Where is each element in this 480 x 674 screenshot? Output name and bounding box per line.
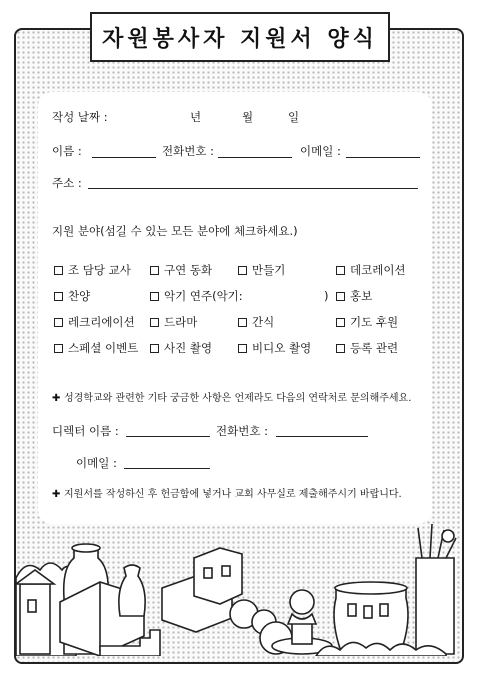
checkbox-promotion[interactable] bbox=[336, 292, 345, 301]
jar-rim-shape bbox=[72, 544, 100, 552]
director-email-field[interactable] bbox=[124, 468, 210, 469]
checkbox-registration[interactable] bbox=[336, 344, 345, 353]
option-label: 조 담당 교사 bbox=[68, 263, 131, 277]
email-field[interactable] bbox=[346, 157, 420, 158]
form-panel bbox=[38, 92, 432, 524]
option-label: 구연 동화 bbox=[164, 263, 213, 277]
house-shape bbox=[20, 584, 50, 654]
checkbox-recreation[interactable] bbox=[54, 318, 63, 327]
month-label: 월 bbox=[242, 110, 254, 124]
address-label: 주소 : bbox=[52, 176, 82, 190]
checkbox-video[interactable] bbox=[238, 344, 247, 353]
child-head-shape bbox=[290, 590, 314, 614]
window-shape bbox=[364, 606, 372, 618]
name-label: 이름 : bbox=[52, 144, 82, 158]
window-shape bbox=[204, 568, 212, 578]
checkbox-instrument[interactable] bbox=[150, 292, 159, 301]
option-label: 등록 관련 bbox=[350, 341, 399, 355]
director-phone-field[interactable] bbox=[276, 436, 368, 437]
window-shape bbox=[28, 600, 36, 612]
option-label: 간식 bbox=[252, 315, 275, 329]
phone-field[interactable] bbox=[218, 157, 292, 158]
option-label: 사진 촬영 bbox=[164, 341, 213, 355]
window-shape bbox=[348, 604, 356, 616]
checkbox-storytelling[interactable] bbox=[150, 266, 159, 275]
director-name-field[interactable] bbox=[126, 436, 210, 437]
option-label: 찬양 bbox=[68, 289, 91, 303]
checkbox-teacher[interactable] bbox=[54, 266, 63, 275]
child-body-shape bbox=[288, 614, 316, 624]
fountain-pillar-shape bbox=[292, 622, 312, 644]
checkbox-prayer[interactable] bbox=[336, 318, 345, 327]
house-shape bbox=[194, 548, 242, 604]
director-email-label: 이메일 : bbox=[76, 456, 117, 470]
note-submit: 지원서를 작성하신 후 헌금함에 넣거나 교회 사무실로 제출해주시기 바랍니다. bbox=[64, 489, 402, 500]
cup-shape bbox=[416, 558, 454, 654]
checkbox-drama[interactable] bbox=[150, 318, 159, 327]
checkbox-crafts[interactable] bbox=[238, 266, 247, 275]
director-name-label: 디렉터 이름 : bbox=[52, 424, 119, 438]
window-shape bbox=[222, 566, 230, 576]
option-label: 기도 후원 bbox=[350, 315, 399, 329]
pot-rim-shape bbox=[335, 582, 407, 594]
option-label: 스페셜 이벤트 bbox=[68, 341, 139, 355]
checkbox-decoration[interactable] bbox=[336, 266, 345, 275]
checkbox-special-event[interactable] bbox=[54, 344, 63, 353]
option-label: 데코레이션 bbox=[350, 263, 406, 277]
option-label: 악기 연주(악기: bbox=[164, 289, 243, 303]
option-label: 홍보 bbox=[350, 289, 373, 303]
option-label: 레크리에이션 bbox=[68, 315, 135, 329]
date-label: 작성 날짜 : bbox=[52, 110, 108, 124]
name-field[interactable] bbox=[92, 157, 156, 158]
email-label: 이메일 : bbox=[300, 144, 341, 158]
director-phone-label: 전화번호 : bbox=[216, 424, 268, 438]
village-illustration bbox=[16, 518, 462, 656]
option-label: 만들기 bbox=[252, 263, 286, 277]
year-label: 년 bbox=[190, 110, 202, 124]
field-heading: 지원 분야(섬길 수 있는 모든 분야에 체크하세요.) bbox=[52, 224, 298, 238]
address-field[interactable] bbox=[88, 188, 418, 189]
brush-tip-shape bbox=[442, 530, 454, 542]
checkbox-photo[interactable] bbox=[150, 344, 159, 353]
day-label: 일 bbox=[288, 110, 300, 124]
phone-label: 전화번호 : bbox=[162, 144, 214, 158]
paren-close: ) bbox=[324, 289, 329, 303]
page-title: 자원봉사자 지원서 양식 bbox=[90, 12, 390, 62]
window-shape bbox=[380, 604, 388, 616]
note-contact: 성경학교와 관련한 기타 궁금한 사항은 언제라도 다음의 연락처로 문의해주세요. bbox=[64, 393, 412, 404]
checkbox-praise[interactable] bbox=[54, 292, 63, 301]
option-label: 드라마 bbox=[164, 315, 198, 329]
vase-shape bbox=[119, 565, 145, 616]
option-label: 비디오 촬영 bbox=[252, 341, 312, 355]
plus-icon: ✚ bbox=[52, 489, 61, 500]
plus-icon: ✚ bbox=[52, 393, 61, 404]
checkbox-snacks[interactable] bbox=[238, 318, 247, 327]
